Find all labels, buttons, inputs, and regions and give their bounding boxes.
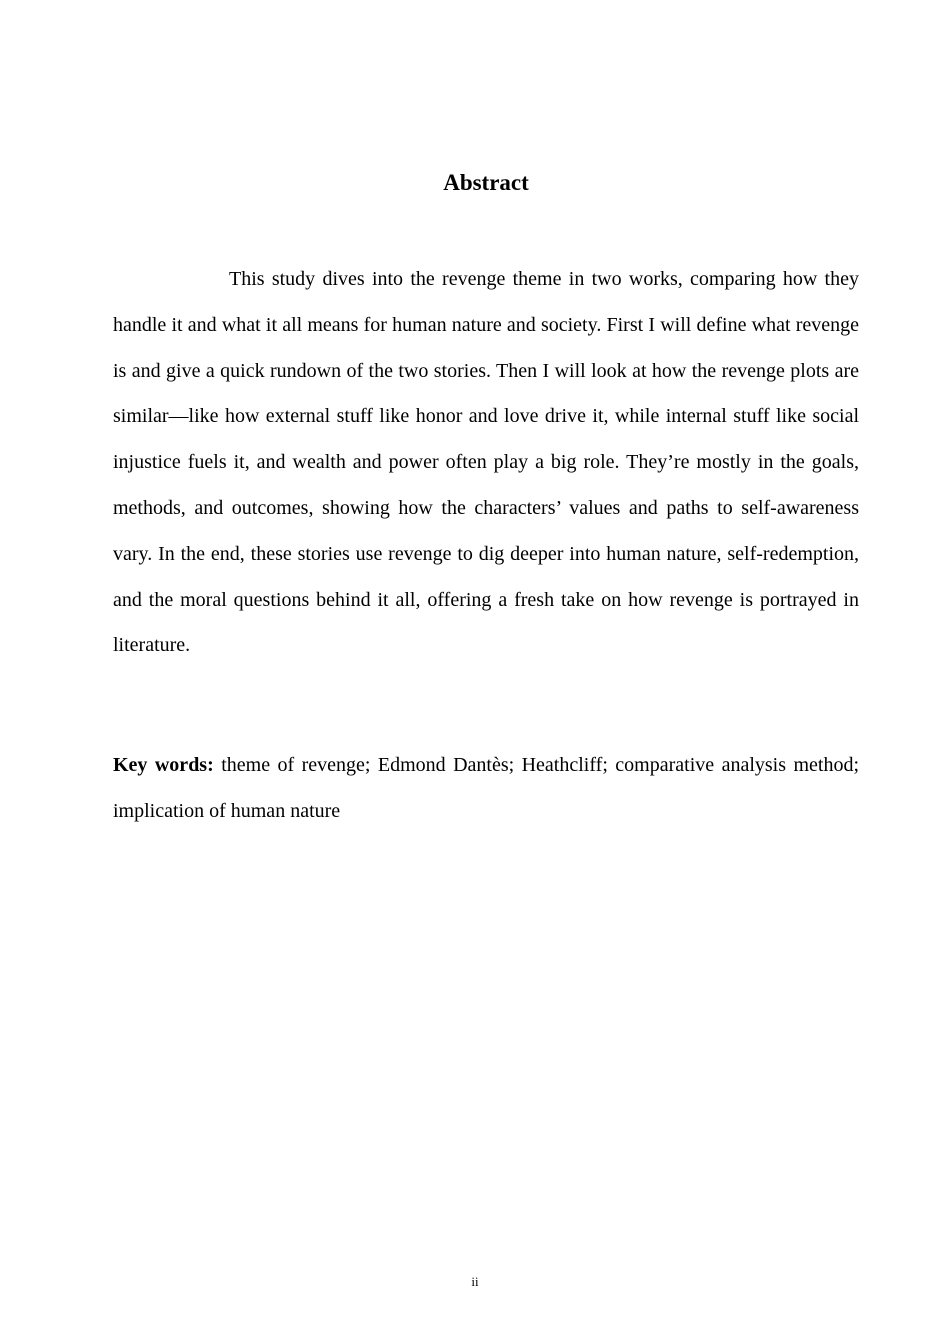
abstract-title: Abstract [443, 170, 529, 195]
keywords-paragraph [113, 743, 859, 835]
page-number: ii [471, 1274, 479, 1289]
keywords-label: Key words: [113, 754, 214, 776]
keywords-list: theme of revenge; Edmond Dantès; Heathcliff; comparative analysis method; implication of human nature [113, 754, 859, 822]
abstract-paragraph: This study dives into the revenge theme in two works, comparing how they handle it and what it all means for human nature and society. First I will define what revenge is and give a quick rundown of the two stories. Then I will look at how the revenge plots are similar—like how external stuff like honor and love drive it, while internal stuff like social injustice fuels it, and wealth and power often play a big role. They’re mostly in the goals, methods, and outcomes, showing how the characters’ values and paths to self-awareness vary. In the end, these stories use revenge to dig deeper into human nature, self-redemption, and the moral questions behind it all, offering a fresh take on how revenge is portrayed in literature. [113, 268, 859, 657]
